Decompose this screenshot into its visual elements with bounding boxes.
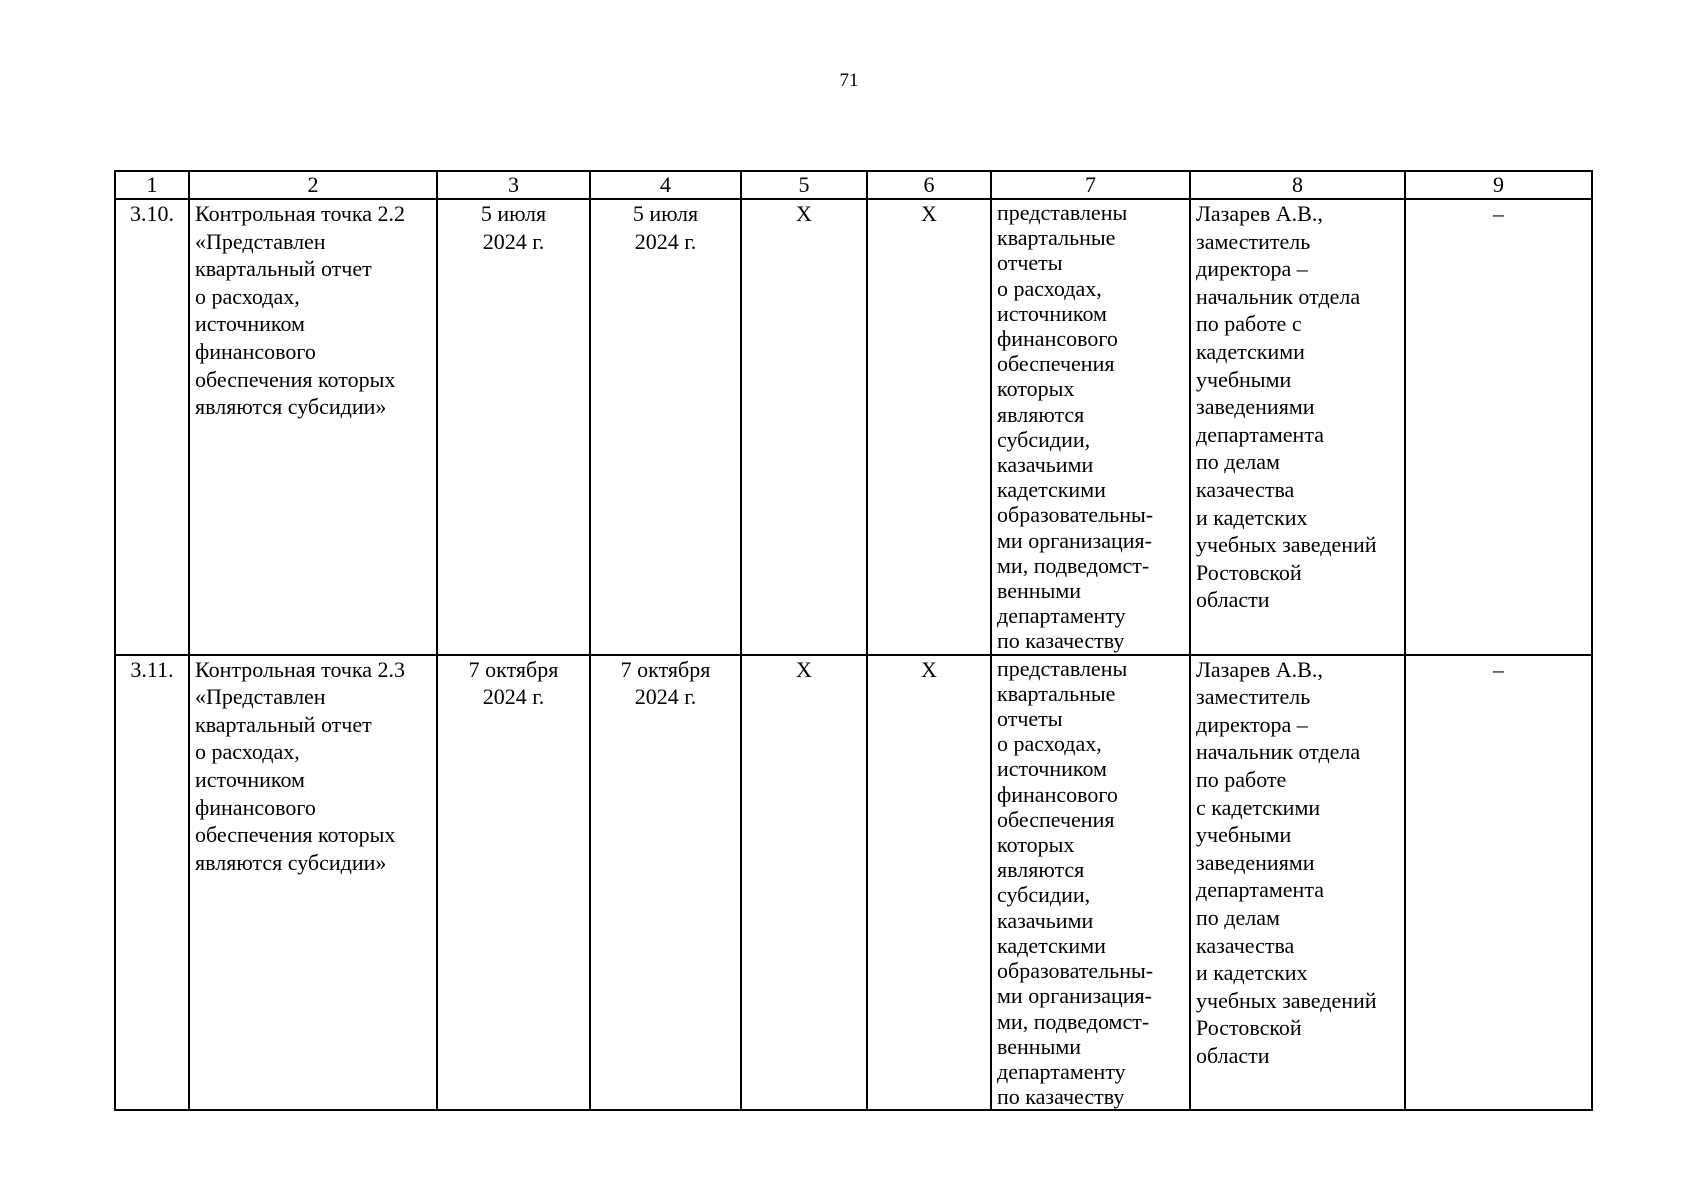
column-header: 7 bbox=[991, 171, 1190, 199]
column-header: 4 bbox=[590, 171, 741, 199]
row-date-fact: 5 июля 2024 г. bbox=[590, 199, 741, 655]
row-result: представлены квартальные отчеты о расходах, источником финансового обеспечения которых являются субсидии, казачьими кадетскими образовательны- ми организация- ми, подведомст- венными департаменту по казачеству bbox=[991, 655, 1190, 1111]
row-number: 3.10. bbox=[115, 199, 189, 655]
header-row bbox=[115, 171, 1592, 199]
row-col9: – bbox=[1405, 655, 1592, 1111]
row-col6: Х bbox=[867, 655, 991, 1111]
row-date-fact: 7 октября 2024 г. bbox=[590, 655, 741, 1111]
row-name: Контрольная точка 2.3 «Представлен квартальный отчет о расходах, источником финансового обеспечения которых являются субсидии» bbox=[189, 655, 437, 1111]
row-date-plan: 7 октября 2024 г. bbox=[437, 655, 590, 1111]
plan-table bbox=[114, 170, 1593, 1111]
row-col5: Х bbox=[741, 655, 867, 1111]
row-col9: – bbox=[1405, 199, 1592, 655]
row-col5: Х bbox=[741, 199, 867, 655]
column-header: 9 bbox=[1405, 171, 1592, 199]
column-header: 6 bbox=[867, 171, 991, 199]
column-header: 3 bbox=[437, 171, 590, 199]
table-row bbox=[115, 199, 1592, 655]
row-responsible: Лазарев А.В., заместитель директора – начальник отдела по работе с кадетскими учебными заведениями департамента по делам казачества и кадетских учебных заведений Ростовской области bbox=[1190, 199, 1405, 655]
table-row bbox=[115, 655, 1592, 1111]
row-number: 3.11. bbox=[115, 655, 189, 1111]
column-header: 2 bbox=[189, 171, 437, 199]
column-header: 5 bbox=[741, 171, 867, 199]
column-header: 8 bbox=[1190, 171, 1405, 199]
column-header: 1 bbox=[115, 171, 189, 199]
page-number: 71 bbox=[839, 70, 859, 91]
row-name: Контрольная точка 2.2 «Представлен квартальный отчет о расходах, источником финансового обеспечения которых являются субсидии» bbox=[189, 199, 437, 655]
row-result: представлены квартальные отчеты о расходах, источником финансового обеспечения которых являются субсидии, казачьими кадетскими образовательны- ми организация- ми, подведомст- венными департаменту по казачеству bbox=[991, 199, 1190, 655]
row-col6: Х bbox=[867, 199, 991, 655]
row-responsible: Лазарев А.В., заместитель директора – начальник отдела по работе с кадетскими учебными заведениями департамента по делам казачества и кадетских учебных заведений Ростовской области bbox=[1190, 655, 1405, 1111]
row-date-plan: 5 июля 2024 г. bbox=[437, 199, 590, 655]
